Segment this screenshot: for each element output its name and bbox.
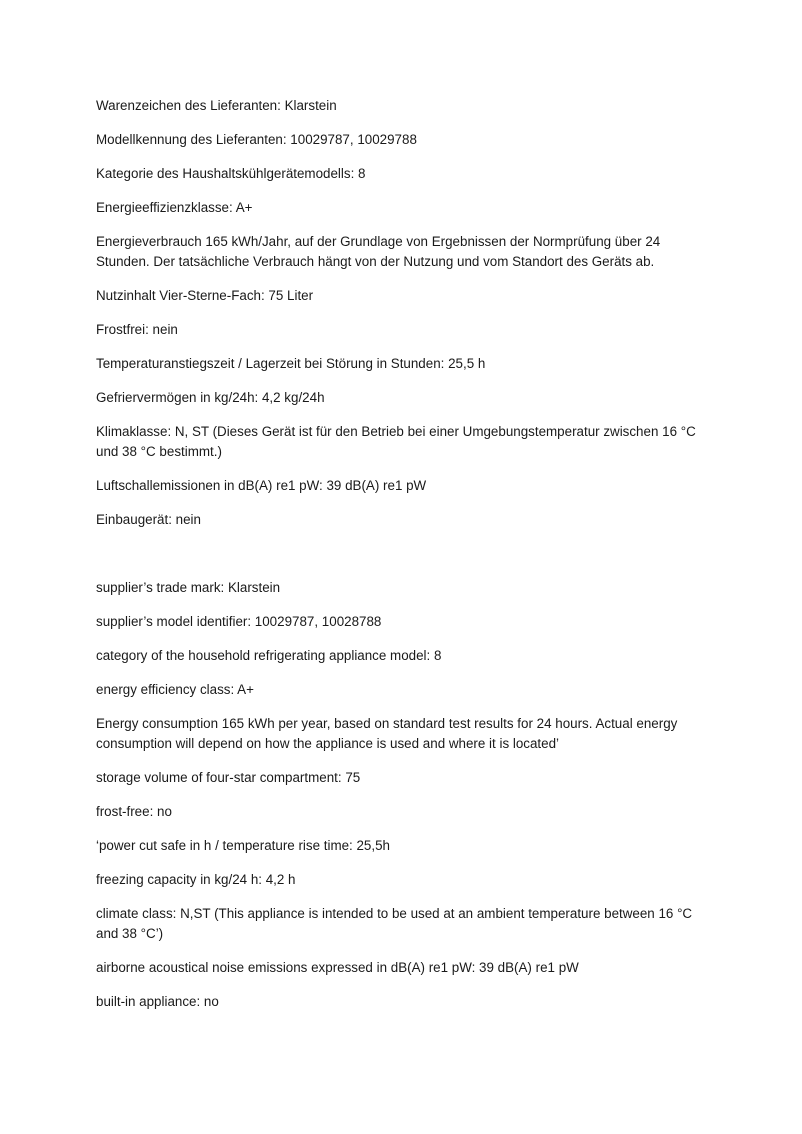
english-line-climate-class: climate class: N,ST (This appliance is intended to be used at an ambient temperature between 16 °C and 38 °C’)	[96, 906, 693, 941]
german-line-freezing-capacity: Gefriervermögen in kg/24h: 4,2 kg/24h	[96, 390, 325, 405]
german-line-energy-consumption: Energieverbrauch 165 kWh/Jahr, auf der Grundlage von Ergebnissen der Normprüfung über 24 Stunden. Der tatsächliche Verbrauch hängt von der Nutzung und vom Standort des Geräts ab.	[96, 234, 661, 269]
german-line-storage-volume: Nutzinhalt Vier-Sterne-Fach: 75 Liter	[96, 288, 314, 303]
german-line-model-identifier: Modellkennung des Lieferanten: 10029787, 10029788	[96, 132, 417, 147]
english-line-model-identifier: supplier’s model identifier: 10029787, 10028788	[96, 614, 382, 629]
german-line-category: Kategorie des Haushaltskühlgerätemodells: 8	[96, 166, 366, 181]
english-line-trade-mark: supplier’s trade mark: Klarstein	[96, 580, 281, 595]
german-line-trade-mark: Warenzeichen des Lieferanten: Klarstein	[96, 98, 337, 113]
english-line-energy-consumption: Energy consumption 165 kWh per year, based on standard test results for 24 hours. Actual energy consumption will depend on how the appliance is used and where it is located’	[96, 716, 678, 751]
english-line-freezing-capacity: freezing capacity in kg/24 h: 4,2 h	[96, 872, 296, 887]
english-line-storage-volume: storage volume of four-star compartment: 75	[96, 770, 361, 785]
german-line-frost-free: Frostfrei: nein	[96, 322, 178, 337]
document-page	[96, 96, 708, 1026]
german-line-noise-emissions: Luftschallemissionen in dB(A) re1 pW: 39 dB(A) re1 pW	[96, 478, 427, 493]
german-section	[96, 96, 708, 530]
english-line-noise-emissions: airborne acoustical noise emissions expressed in dB(A) re1 pW: 39 dB(A) re1 pW	[96, 960, 579, 975]
english-line-built-in: built-in appliance: no	[96, 994, 219, 1009]
english-line-temperature-rise: ‘power cut safe in h / temperature rise time: 25,5h	[96, 838, 390, 853]
english-line-category: category of the household refrigerating appliance model: 8	[96, 648, 442, 663]
section-divider-space	[96, 544, 708, 578]
german-line-climate-class: Klimaklasse: N, ST (Dieses Gerät ist für den Betrieb bei einer Umgebungstemperatur zwischen 16 °C und 38 °C bestimmt.)	[96, 424, 696, 459]
english-line-frost-free: frost-free: no	[96, 804, 172, 819]
german-line-energy-class: Energieeffizienzklasse: A+	[96, 200, 253, 215]
german-line-temperature-rise: Temperaturanstiegszeit / Lagerzeit bei Störung in Stunden: 25,5 h	[96, 356, 486, 371]
english-section	[96, 578, 708, 1012]
german-line-built-in: Einbaugerät: nein	[96, 512, 201, 527]
english-line-energy-class: energy efficiency class: A+	[96, 682, 254, 697]
